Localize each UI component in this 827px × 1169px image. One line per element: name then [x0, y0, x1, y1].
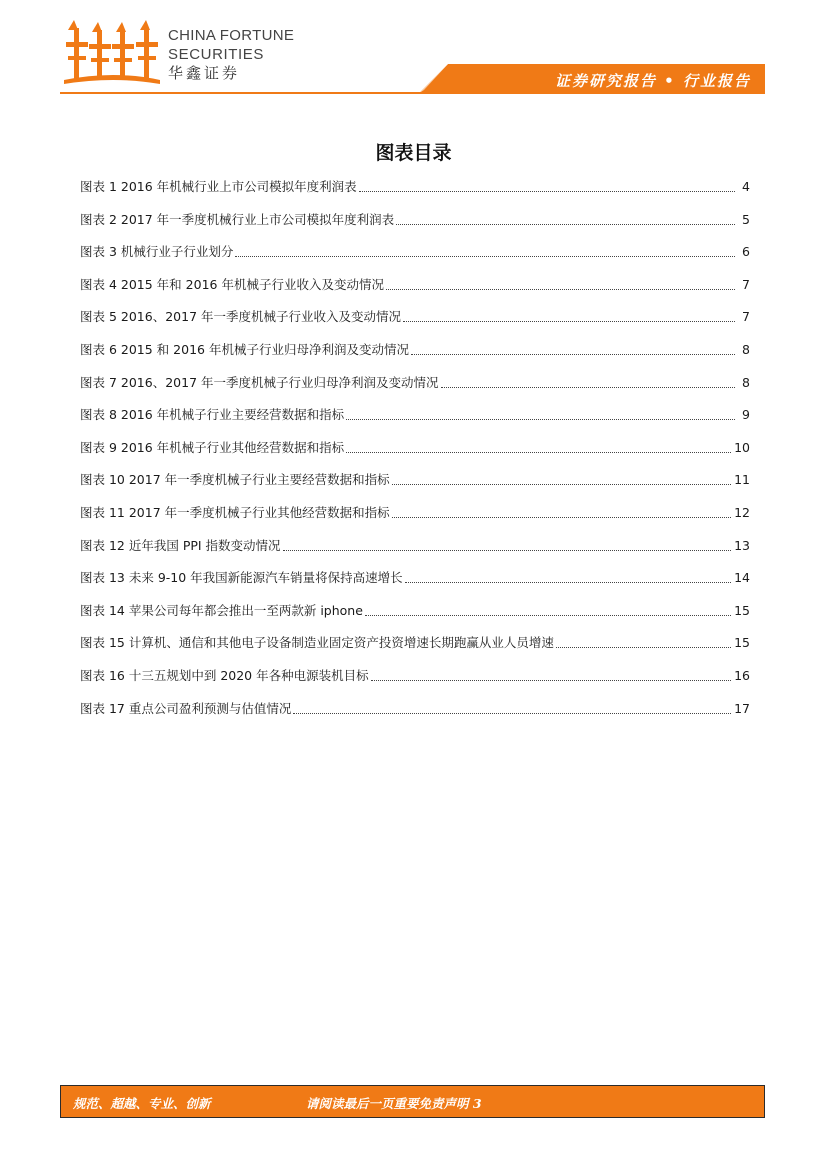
toc-item-page: 13 [734, 537, 750, 553]
toc-leader [235, 243, 735, 257]
toc-item[interactable] [80, 374, 750, 407]
toc-leader [293, 700, 731, 714]
toc-item-page: 15 [734, 602, 750, 618]
toc-item-label: 图表 3 机械行业子行业划分 [80, 244, 234, 260]
toc-item[interactable] [80, 341, 750, 374]
toc-item-label: 图表 2 2017 年一季度机械行业上市公司模拟年度利润表 [80, 211, 395, 227]
toc-item-page: 16 [734, 667, 750, 683]
toc-item-label: 图表 8 2016 年机械子行业主要经营数据和指标 [80, 407, 345, 423]
toc-item[interactable] [80, 308, 750, 341]
toc-item-label: 图表 15 计算机、通信和其他电子设备制造业固定资产投资增速长期跑赢从业人员增速 [80, 635, 554, 651]
toc-item[interactable] [80, 700, 750, 733]
toc-item-page: 17 [734, 700, 750, 716]
toc-item[interactable] [80, 178, 750, 211]
toc-item[interactable] [80, 406, 750, 439]
toc-leader [403, 308, 735, 322]
report-type-text: 证券研究报告 • 行业报告 [554, 72, 751, 90]
toc-leader [371, 667, 731, 681]
toc-item-page: 14 [734, 570, 750, 586]
toc-item-page: 11 [734, 472, 750, 488]
toc-item-page: 10 [734, 439, 750, 455]
toc-item[interactable] [80, 602, 750, 635]
toc-item[interactable] [80, 439, 750, 472]
toc-leader [405, 569, 731, 583]
toc-item-label: 图表 10 2017 年一季度机械子行业主要经营数据和指标 [80, 472, 390, 488]
toc-item-label: 图表 17 重点公司盈利预测与估值情况 [80, 700, 292, 716]
toc-list [80, 178, 750, 732]
toc-leader [365, 602, 731, 616]
toc-leader [441, 374, 736, 388]
toc-item-page: 15 [734, 635, 750, 651]
toc-item-page: 9 [742, 407, 750, 423]
toc-item-page: 8 [742, 341, 750, 357]
toc-leader [386, 276, 735, 290]
toc-item-label: 图表 13 未来 9-10 年我国新能源汽车销量将保持高速增长 [80, 570, 403, 586]
header-divider [60, 92, 765, 94]
toc-item[interactable] [80, 276, 750, 309]
toc-item-label: 图表 11 2017 年一季度机械子行业其他经营数据和指标 [80, 504, 390, 520]
toc-leader [411, 341, 735, 355]
logo-mark-icon [64, 20, 164, 88]
page-footer [60, 1085, 765, 1118]
report-type-banner [418, 64, 765, 94]
toc-item-label: 图表 7 2016、2017 年一季度机械子行业归母净利润及变动情况 [80, 374, 439, 390]
toc-item-page: 7 [742, 309, 750, 325]
toc-title: 图表目录 [375, 142, 452, 164]
toc-item-page: 12 [734, 504, 750, 520]
toc-item-label: 图表 6 2015 和 2016 年机械子行业归母净利润及变动情况 [80, 341, 409, 357]
toc-item-label: 图表 5 2016、2017 年一季度机械子行业收入及变动情况 [80, 309, 401, 325]
toc-leader [346, 439, 731, 453]
toc-item-page: 4 [742, 179, 750, 194]
toc-item[interactable] [80, 211, 750, 244]
footer-motto: 规范、超越、专业、创新 [73, 1096, 211, 1111]
toc-leader [392, 471, 731, 485]
footer-notice: 请阅读最后一页重要免责声明 3 [306, 1096, 482, 1111]
toc-item-page: 7 [742, 276, 750, 292]
toc-item[interactable] [80, 471, 750, 504]
brand-line1: CHINA FORTUNE [168, 27, 295, 44]
toc-item-label: 图表 16 十三五规划中到 2020 年各种电源装机目标 [80, 667, 369, 683]
toc-leader [359, 178, 735, 192]
toc-item[interactable] [80, 569, 750, 602]
brand-line2: SECURITIES [168, 46, 265, 63]
toc-item-page: 5 [742, 211, 750, 227]
toc-item-page: 8 [742, 374, 750, 390]
toc-item-label: 图表 4 2015 年和 2016 年机械子行业收入及变动情况 [80, 276, 384, 292]
toc-item-label: 图表 12 近年我国 PPI 指数变动情况 [80, 537, 281, 553]
toc-item[interactable] [80, 243, 750, 276]
toc-item-label: 图表 1 2016 年机械行业上市公司模拟年度利润表 [80, 179, 357, 194]
brand-cn: 华鑫证券 [168, 65, 241, 82]
company-logo [64, 20, 304, 88]
toc-item-page: 6 [742, 244, 750, 260]
toc-item[interactable] [80, 634, 750, 667]
toc-item-label: 图表 9 2016 年机械子行业其他经营数据和指标 [80, 439, 345, 455]
toc-item-label: 图表 14 苹果公司每年都会推出一至两款新 iphone [80, 602, 363, 618]
toc-leader [346, 406, 735, 420]
toc-item[interactable] [80, 504, 750, 537]
toc-leader [283, 537, 732, 551]
toc-item[interactable] [80, 667, 750, 700]
toc-leader [556, 634, 731, 648]
toc-leader [396, 211, 735, 225]
toc-item[interactable] [80, 537, 750, 570]
toc-leader [392, 504, 731, 518]
brand-text [168, 26, 294, 84]
